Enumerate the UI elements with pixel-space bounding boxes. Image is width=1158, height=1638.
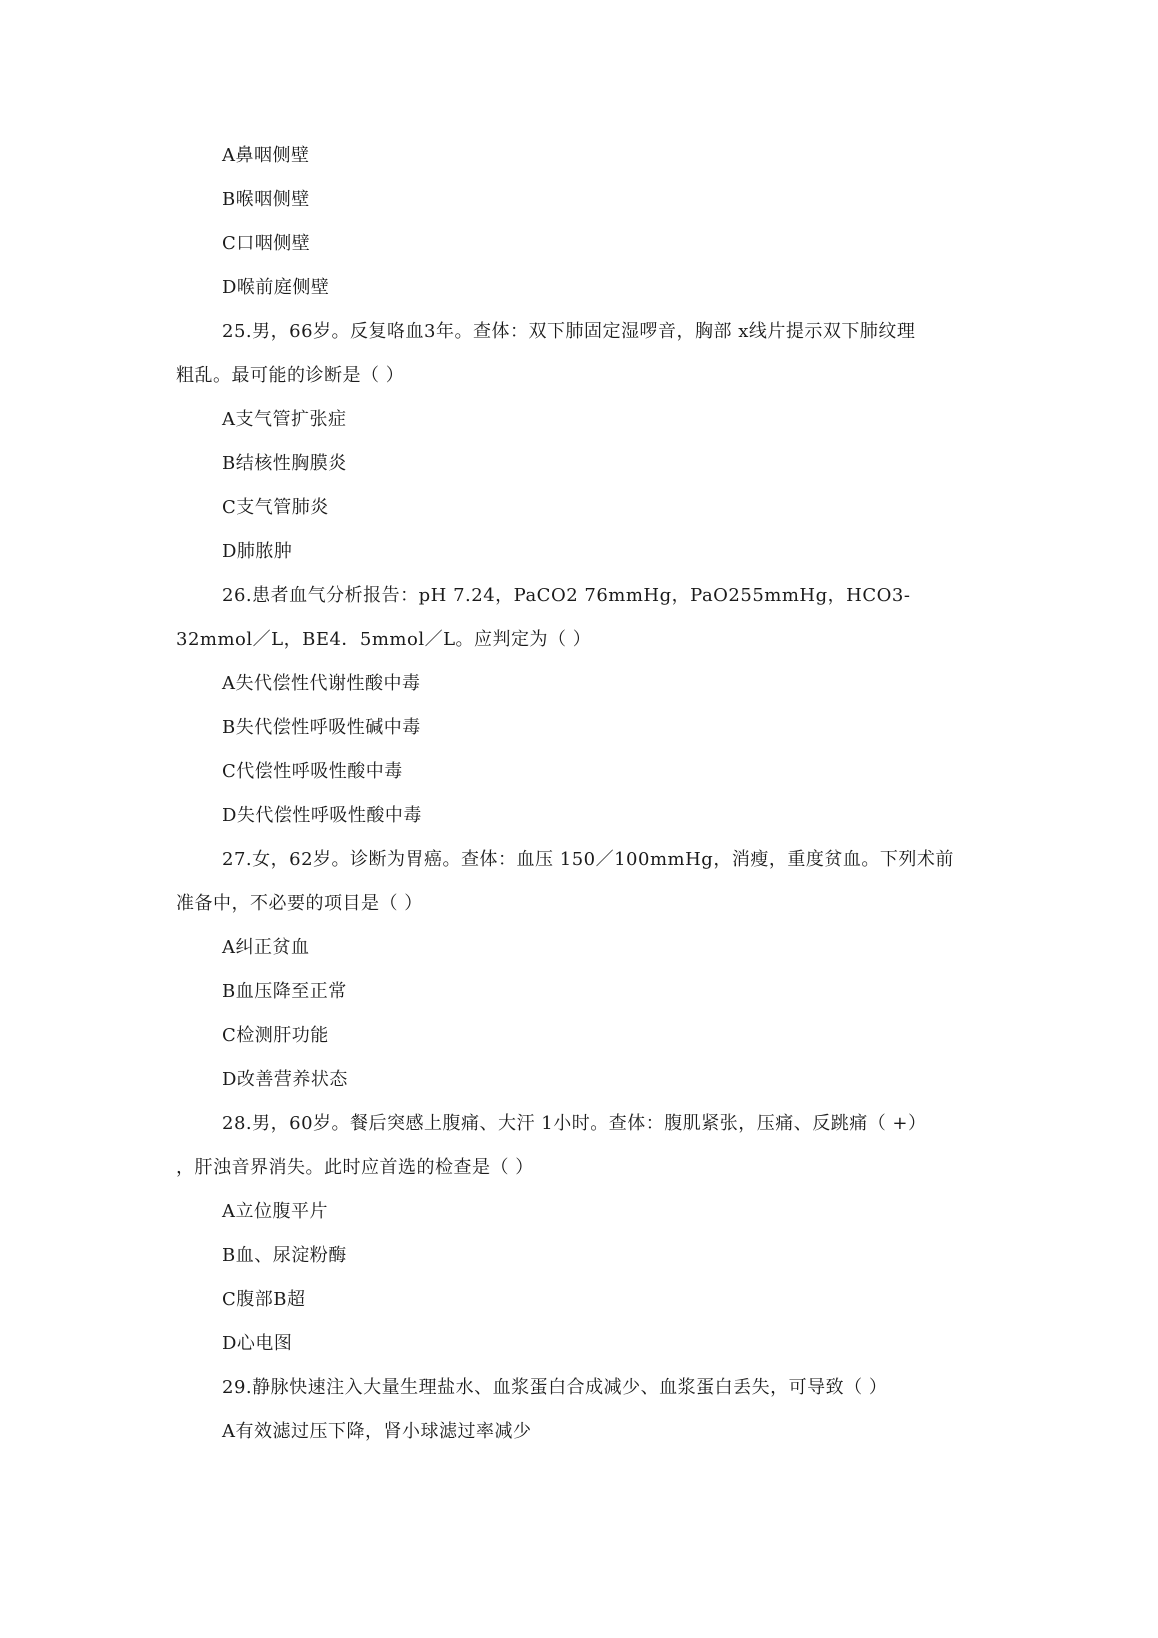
option-b-q25: B结核性胸膜炎: [222, 453, 347, 474]
option-c-q28: C腹部B超: [222, 1289, 306, 1310]
option-b-q24: B喉咽侧壁: [222, 189, 310, 210]
question-26-continued: 32mmol／L，BE4．5mmol／L。应判定为（ ）: [176, 629, 592, 650]
option-d-q25: D肺脓肿: [222, 541, 293, 562]
option-b-q26: B失代偿性呼吸性碱中毒: [222, 717, 421, 738]
question-28-continued: ，肝浊音界消失。此时应首选的检查是（ ）: [176, 1157, 534, 1178]
option-a-q29: A有效滤过压下降，肾小球滤过率减少: [222, 1421, 532, 1442]
option-a-q28: A立位腹平片: [222, 1201, 328, 1222]
option-d-q27: D改善营养状态: [222, 1069, 348, 1090]
option-a-q24: A鼻咽侧壁: [222, 145, 310, 166]
option-c-q25: C支气管肺炎: [222, 497, 329, 518]
option-d-q26: D失代偿性呼吸性酸中毒: [222, 805, 422, 826]
option-a-q26: A失代偿性代谢性酸中毒: [222, 673, 421, 694]
option-b-q28: B血、尿淀粉酶: [222, 1245, 347, 1266]
question-26: 26.患者血气分析报告：pH 7.24，PaCO2 76mmHg，PaO255mmHg，HCO3-: [222, 585, 911, 606]
option-c-q27: C检测肝功能: [222, 1025, 329, 1046]
option-b-q27: B血压降至正常: [222, 981, 347, 1002]
question-28: 28.男，60岁。餐后突感上腹痛、大汗 1小时。查体：腹肌紧张，压痛、反跳痛（ +）: [222, 1113, 927, 1134]
option-d-q28: D心电图: [222, 1333, 293, 1354]
question-25-continued: 粗乱。最可能的诊断是（ ）: [176, 365, 405, 386]
question-25: 25.男，66岁。反复咯血3年。查体：双下肺固定湿啰音，胸部 x线片提示双下肺纹理: [222, 321, 916, 342]
option-d-q24: D喉前庭侧壁: [222, 277, 330, 298]
question-27: 27.女，62岁。诊断为胃癌。查体：血压 150／100mmHg，消瘦，重度贫血。下列术前: [222, 849, 954, 870]
option-c-q24: C口咽侧壁: [222, 233, 311, 254]
option-a-q25: A支气管扩张症: [222, 409, 347, 430]
option-c-q26: C代偿性呼吸性酸中毒: [222, 761, 403, 782]
option-a-q27: A纠正贫血: [222, 937, 310, 958]
question-27-continued: 准备中，不必要的项目是（ ）: [176, 893, 423, 914]
question-29: 29.静脉快速注入大量生理盐水、血浆蛋白合成减少、血浆蛋白丢失，可导致（ ）: [222, 1377, 888, 1398]
